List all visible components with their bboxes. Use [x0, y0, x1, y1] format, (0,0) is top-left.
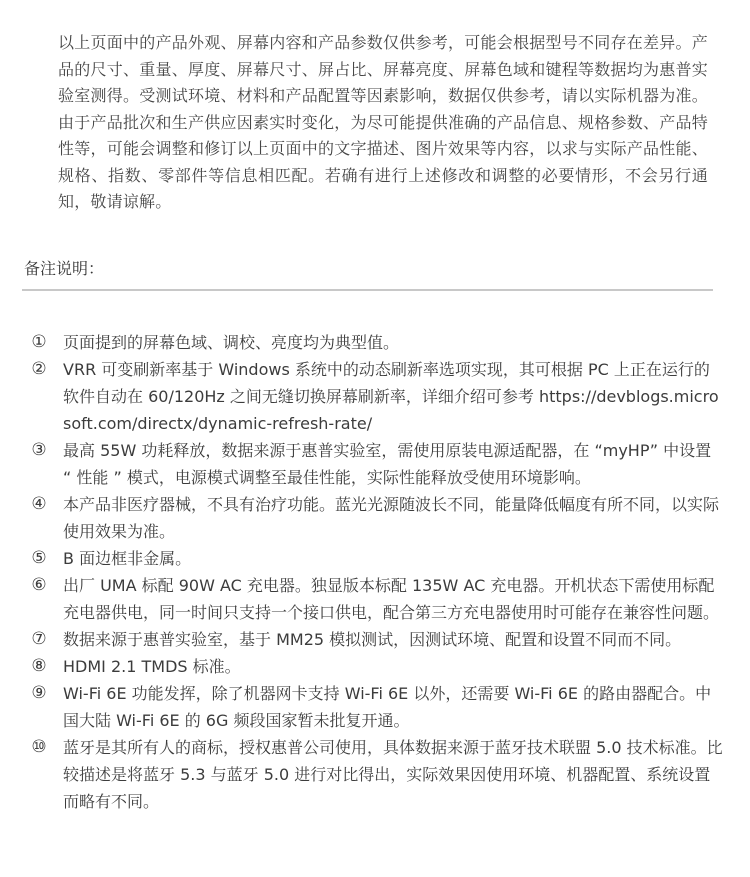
note-text: 蓝牙是其所有人的商标，授权惠普公司使用，具体数据来源于蓝牙技术联盟 5.0 技术标准。比较描述是将蓝牙 5.3 与蓝牙 5.0 进行对比得出，实际效果因使用环境、机器配置、系统设置而略有不同。: [63, 738, 723, 811]
note-number: ⑨: [31, 683, 47, 703]
note-item-9: [28, 680, 728, 734]
note-item-7: [28, 626, 728, 653]
note-text: Wi-Fi 6E 功能发挥，除了机器网卡支持 Wi-Fi 6E 以外，还需要 Wi-Fi 6E 的路由器配合。中国大陆 Wi-Fi 6E 的 6G 频段国家暂未批复开通。: [63, 684, 712, 730]
note-item-2: [28, 356, 728, 437]
note-text: 页面提到的屏幕色域、调校、亮度均为典型值。: [63, 333, 400, 352]
notes-heading: 备注说明：: [24, 259, 105, 278]
note-item-5: [28, 545, 728, 572]
section-divider: [22, 289, 713, 291]
note-number: ②: [31, 359, 47, 379]
note-text: 出厂 UMA 标配 90W AC 充电器。独显版本标配 135W AC 充电器。开机状态下需使用标配充电器供电，同一时间只支持一个接口供电，配合第三方充电器使用时可能存在兼容性问题。: [63, 576, 720, 622]
note-item-8: [28, 653, 728, 680]
note-text: VRR 可变刷新率基于 Windows 系统中的动态刷新率选项实现，其可根据 PC 上正在运行的软件自动在 60/120Hz 之间无缝切换屏幕刷新率，详细介绍可参考 https://devblogs.microsoft.com/directx/dynamic-refresh-rate/: [63, 360, 719, 433]
note-number: ④: [31, 494, 47, 514]
note-text: 本产品非医疗器械，不具有治疗功能。蓝光光源随波长不同，能量降低幅度有所不同，以实际使用效果为准。: [63, 495, 720, 541]
note-text: B 面边框非金属。: [63, 549, 192, 568]
note-item-6: [28, 572, 728, 626]
note-item-3: [28, 437, 728, 491]
note-item-10: [28, 734, 728, 815]
note-number: ③: [31, 440, 47, 460]
note-text: 数据来源于惠普实验室，基于 MM25 模拟测试，因测试环境、配置和设置不同而不同。: [63, 630, 682, 649]
note-text: HDMI 2.1 TMDS 标准。: [63, 657, 241, 676]
notes-list: [28, 329, 728, 815]
note-number: ⑧: [31, 656, 47, 676]
disclaimer-paragraph: 以上页面中的产品外观、屏幕内容和产品参数仅供参考，可能会根据型号不同存在差异。产品的尺寸、重量、厚度、屏幕尺寸、屏占比、屏幕亮度、屏幕色域和键程等数据均为惠普实验室测得。受测试环境、材料和产品配置等因素影响，数据仅供参考，请以实际机器为准。由于产品批次和生产供应因素实时变化，为尽可能提供准确的产品信息、规格参数、产品特性等，可能会调整和修订以上页面中的文字描述、图片效果等内容，以求与实际产品性能、规格、指数、零部件等信息相匹配。若确有进行上述修改和调整的必要情形，不会另行通知，敬请谅解。: [58, 33, 708, 211]
note-number: ⑩: [31, 737, 47, 757]
note-number: ①: [31, 332, 47, 352]
note-number: ⑦: [31, 629, 47, 649]
note-item-4: [28, 491, 728, 545]
note-number: ⑥: [31, 575, 47, 595]
note-text: 最高 55W 功耗释放，数据来源于惠普实验室，需使用原装电源适配器，在 “myHP” 中设置 “ 性能 ” 模式，电源模式调整至最佳性能，实际性能释放受使用环境影响。: [63, 441, 712, 487]
note-number: ⑤: [31, 548, 47, 568]
note-item-1: [28, 329, 728, 356]
